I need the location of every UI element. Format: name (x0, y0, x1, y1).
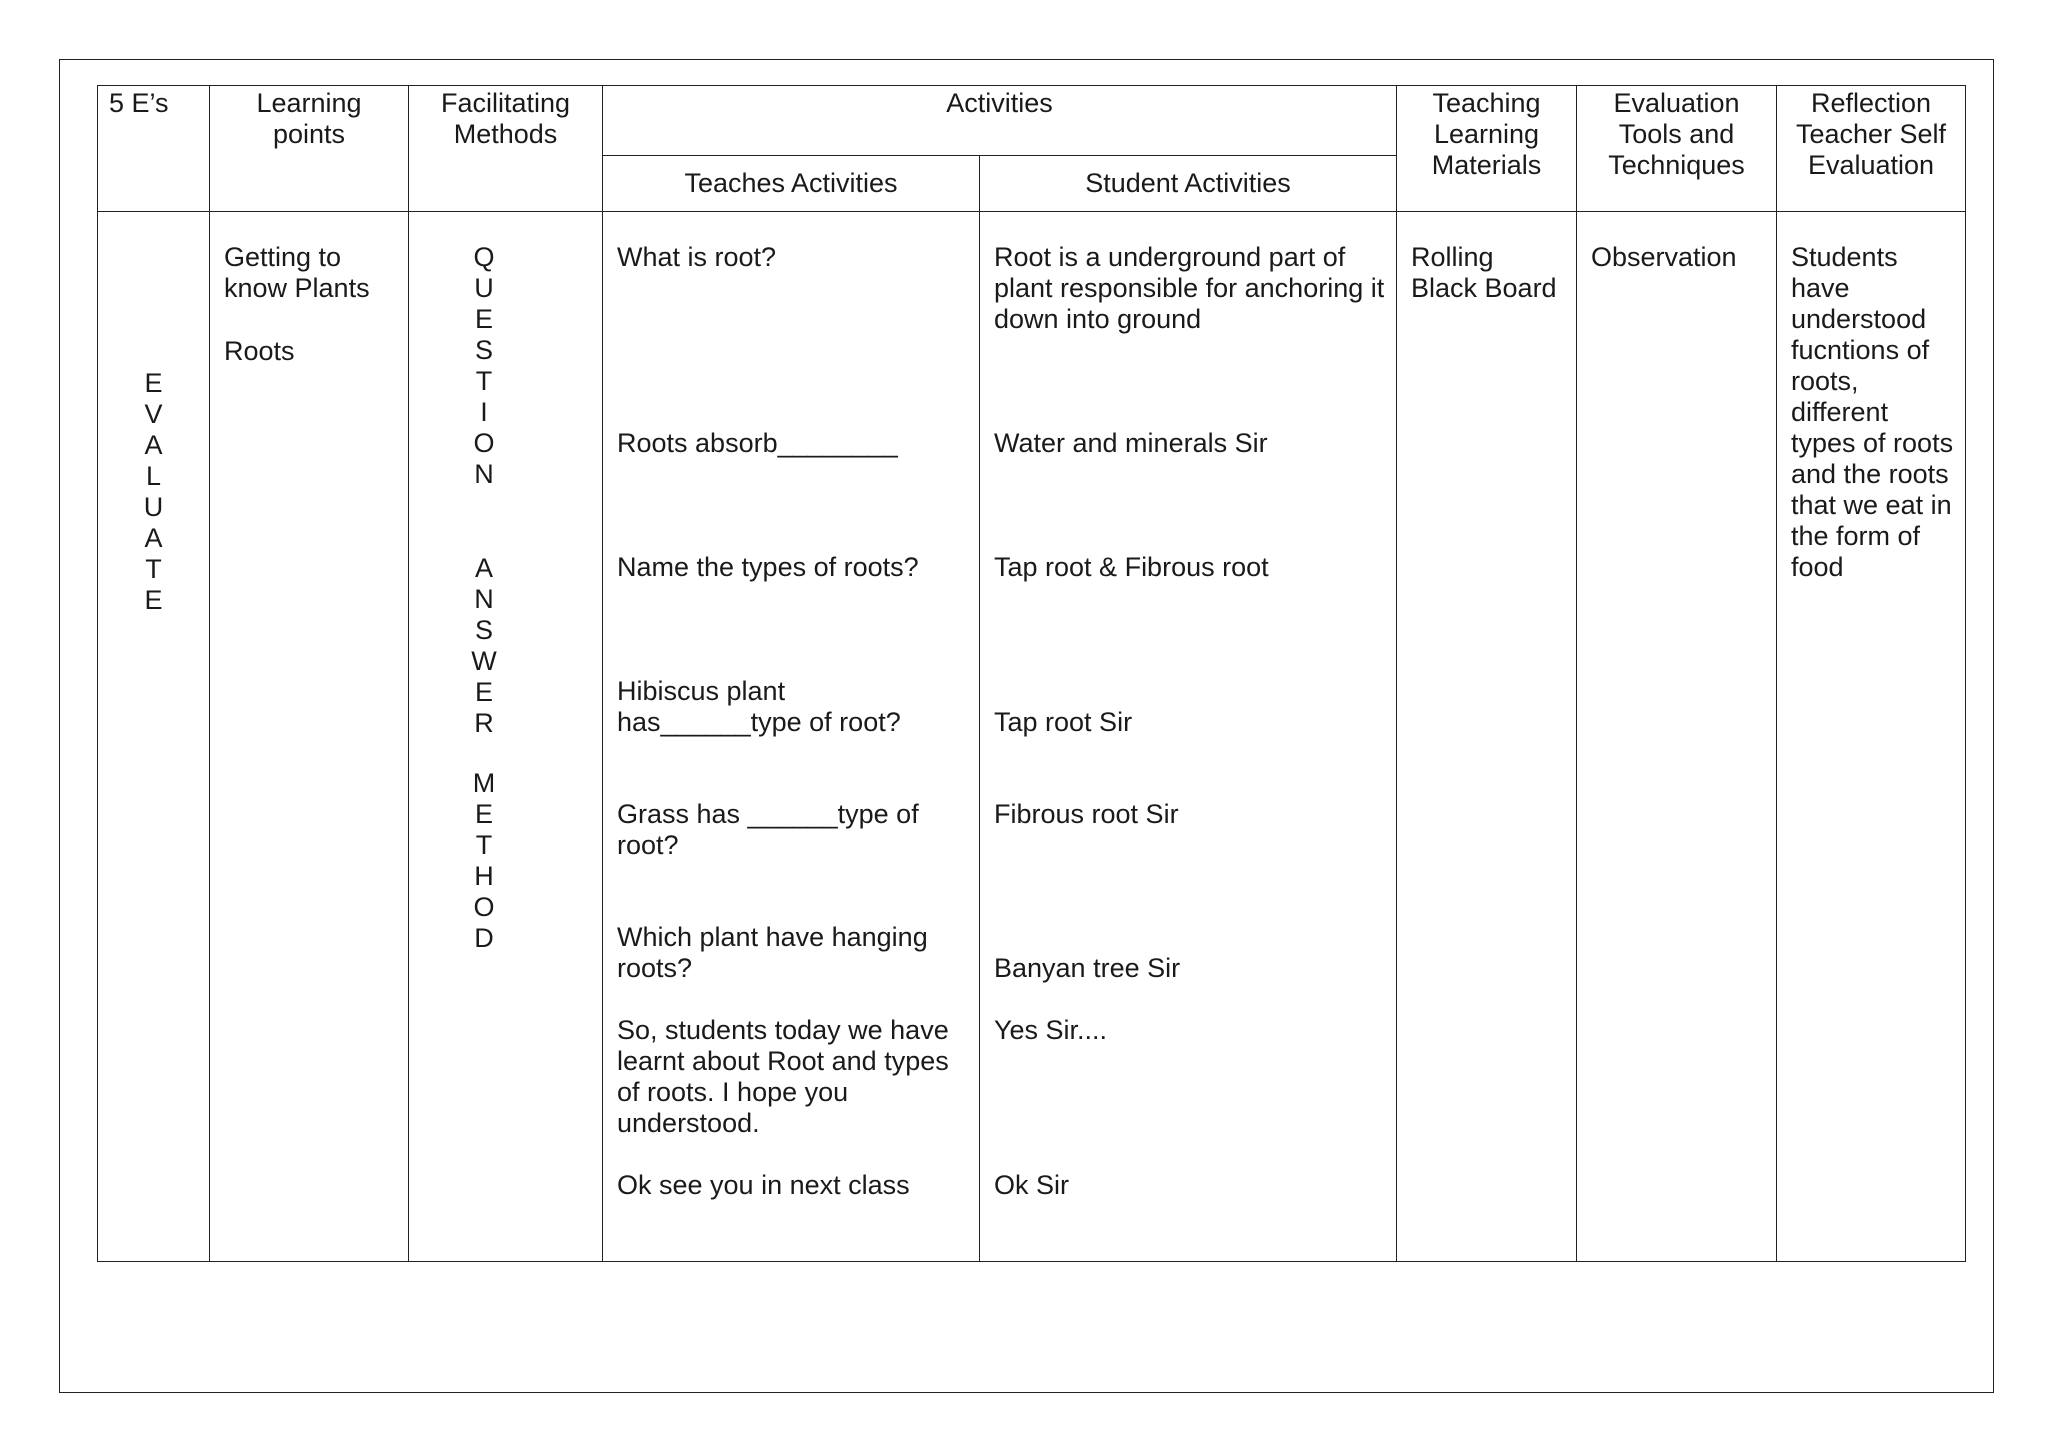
teacher-line: Hibiscus plant has______type of root? (617, 676, 901, 737)
student-line: Root is a underground part of plant responsible for anchoring it down into ground (994, 242, 1385, 334)
phase-letter: A (144, 430, 163, 460)
materials-cell (1397, 212, 1577, 1262)
student-line: Banyan tree Sir (994, 953, 1181, 983)
method-letter: O (473, 892, 495, 922)
method-cell (409, 212, 603, 1262)
header-facilitating-methods: Facilitating Methods (409, 86, 603, 212)
teacher-activities-cell (603, 212, 980, 1262)
teacher-line: What is root? (617, 242, 777, 272)
student-line: Tap root Sir (994, 707, 1133, 737)
method-letter: N (474, 584, 494, 614)
method-letter: T (475, 366, 493, 396)
header-activities: Activities (603, 86, 1397, 156)
method-letter: U (474, 273, 494, 303)
method-letter: I (480, 397, 488, 427)
learning-topic: Getting to know Plants (224, 242, 370, 303)
method-letter: E (474, 677, 493, 707)
header-evaluation-tools: Evaluation Tools and Techniques (1577, 86, 1777, 212)
student-line: Tap root & Fibrous root (994, 552, 1269, 582)
method-letter: H (474, 861, 494, 891)
method-letter: N (474, 459, 494, 489)
header-reflection: Reflection Teacher Self Evaluation (1777, 86, 1966, 212)
lesson-plan-table (97, 85, 1966, 1262)
phase-letter: V (144, 399, 163, 429)
evaluation-text: Observation (1591, 242, 1737, 272)
method-letter: S (474, 615, 493, 645)
method-letter: O (473, 428, 495, 458)
method-letter: E (474, 304, 493, 334)
method-letter: S (474, 335, 493, 365)
method-letter: D (474, 923, 494, 953)
phase-letter: A (144, 523, 163, 553)
header-student-activities: Student Activities (980, 156, 1397, 212)
teacher-line: So, students today we have learnt about Root and types of roots. I hope you understood. (617, 1015, 949, 1138)
method-letter: R (474, 708, 494, 738)
student-activities-cell (980, 212, 1397, 1262)
method-letter: Q (473, 242, 495, 272)
reflection-cell (1777, 212, 1966, 1262)
student-line: Yes Sir.... (994, 1015, 1108, 1045)
header-teaching-materials: Teaching Learning Materials (1397, 86, 1577, 212)
method-letter: E (474, 799, 493, 829)
phase-letter: E (144, 368, 163, 398)
teacher-line: Ok see you in next class (617, 1170, 910, 1200)
phase-evaluate-vertical (98, 368, 209, 616)
teacher-line: Grass has ______type of root? (617, 799, 919, 860)
method-question-vertical (469, 242, 499, 490)
student-line: Fibrous root Sir (994, 799, 1179, 829)
learning-subtopic: Roots (224, 336, 295, 366)
student-line: Ok Sir (994, 1170, 1070, 1200)
method-answer-vertical (469, 553, 499, 739)
materials-text: Rolling Black Board (1411, 242, 1557, 303)
phase-cell (98, 212, 210, 1262)
learning-points-cell (210, 212, 409, 1262)
phase-letter: E (144, 585, 163, 615)
phase-letter: L (145, 461, 162, 491)
method-letter: W (471, 646, 497, 676)
teacher-line: Roots absorb________ (617, 428, 898, 458)
reflection-text: Students have understood fucntions of roots, different types of roots and the roots that we eat in the form of food (1791, 242, 1954, 582)
method-letter: M (472, 768, 496, 798)
evaluation-cell (1577, 212, 1777, 1262)
phase-letter: U (143, 492, 164, 522)
teacher-line: Name the types of roots? (617, 552, 919, 582)
teacher-line: Which plant have hanging roots? (617, 922, 928, 983)
header-5es: 5 E’s (98, 86, 210, 212)
header-learning-points: Learning points (210, 86, 409, 212)
student-line: Water and minerals Sir (994, 428, 1268, 458)
method-letter: T (475, 830, 493, 860)
method-letter: A (474, 553, 493, 583)
method-method-vertical (469, 768, 499, 954)
phase-letter: T (145, 554, 162, 584)
header-teacher-activities: Teaches Activities (603, 156, 980, 212)
